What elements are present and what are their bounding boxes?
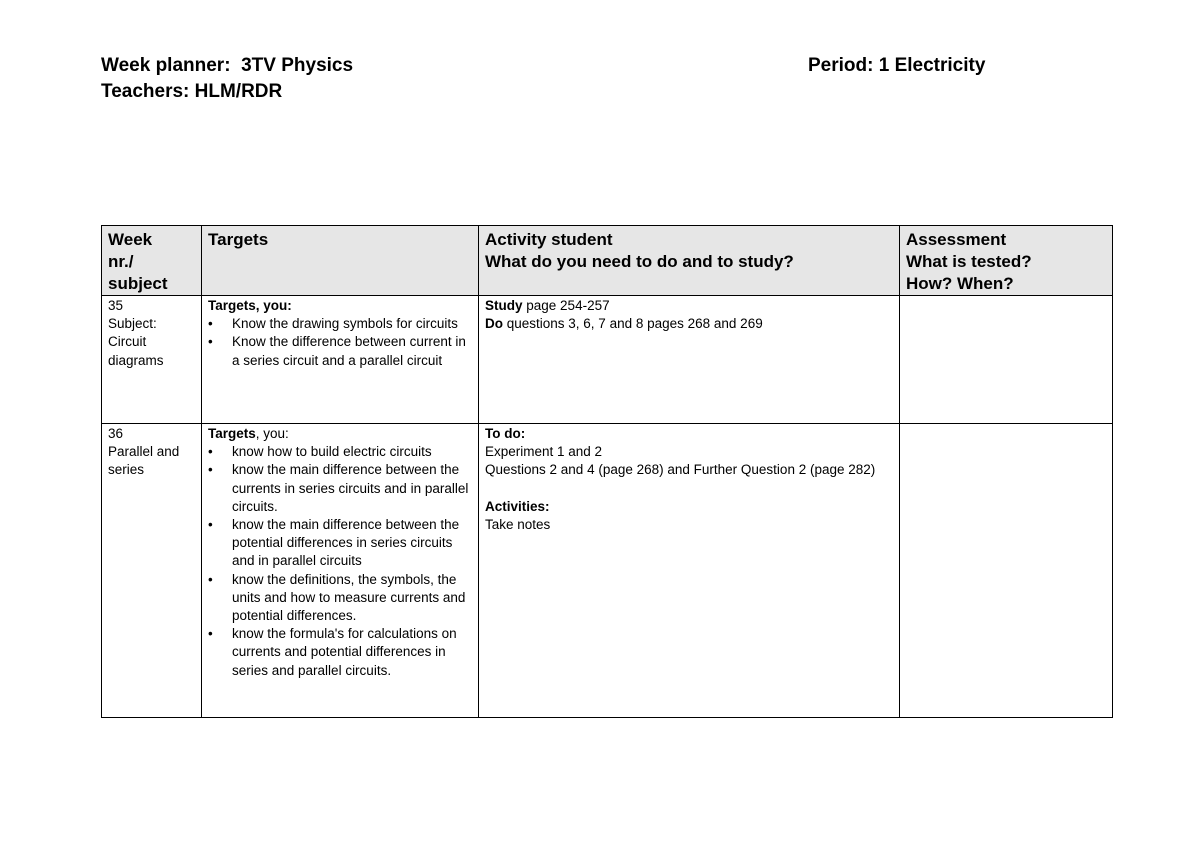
list-item: • know the formula's for calculations on currents and potential differences in series and parallel circuits. (208, 626, 457, 678)
activity-cell (479, 296, 900, 424)
targets-label: Targets, you: (208, 298, 292, 313)
column-header-week: Week nr./ subject (102, 226, 202, 296)
todo-line: Experiment 1 and 2 (485, 444, 603, 460)
bullet-icon: • (208, 334, 213, 350)
targets-list (208, 443, 472, 680)
table-row (102, 424, 1113, 718)
list-item: • Know the drawing symbols for circuits (208, 315, 472, 333)
table-header-row (102, 226, 1113, 296)
assessment-cell (900, 296, 1113, 424)
list-item: • know the main difference between the potential differences in series circuits and in parallel circuits (208, 517, 460, 569)
activities-text: Take notes (485, 517, 551, 532)
activity-cell (479, 424, 900, 718)
list-item: • Know the difference between current in a series circuit and a parallel circuit (208, 334, 466, 368)
bullet-icon: • (208, 517, 213, 533)
column-header-assessment: Assessment What is tested? How? When? (900, 226, 1113, 296)
list-item: • know how to build electric circuits (208, 443, 472, 461)
bullet-icon: • (208, 316, 213, 332)
list-item: • know the main difference between the currents in series circuits and in parallel circuits. (208, 462, 469, 514)
week-planner-table (101, 225, 1113, 718)
bullet-icon: • (208, 626, 213, 642)
study-line: Study page 254-257 (485, 298, 610, 313)
bullet-icon: • (208, 462, 213, 478)
page-title (101, 53, 353, 79)
list-item: • know the definitions, the symbols, the units and how to measure currents and potential differences. (208, 571, 466, 624)
do-line: Do questions 3, 6, 7 and 8 pages 268 and 269 (485, 316, 763, 332)
column-header-targets: Targets (202, 226, 479, 296)
targets-cell (202, 424, 479, 718)
bullet-icon: • (208, 571, 213, 587)
period-label: Period: 1 Electricity (808, 55, 986, 76)
todo-line: Questions 2 and 4 (page 268) and Further Question 2 (page 282) (485, 462, 876, 478)
bullet-icon: • (208, 444, 213, 460)
todo-label: To do: (485, 426, 526, 441)
table-row (102, 296, 1113, 424)
week-cell: 36 Parallel and series (102, 424, 202, 718)
assessment-cell (900, 424, 1113, 718)
document-header (101, 53, 353, 105)
week-cell: 35 Subject: Circuit diagrams (102, 296, 202, 424)
teachers-line: Teachers: HLM/RDR (101, 81, 283, 102)
spacer (485, 480, 893, 498)
targets-label: Targets, you: (208, 426, 289, 441)
title-class: 3TV Physics (241, 55, 354, 76)
targets-list (208, 315, 472, 370)
activities-label: Activities: (485, 498, 550, 514)
title-prefix: Week planner: (101, 55, 231, 76)
column-header-activity: Activity student What do you need to do and to study? (479, 226, 900, 296)
targets-cell (202, 296, 479, 424)
